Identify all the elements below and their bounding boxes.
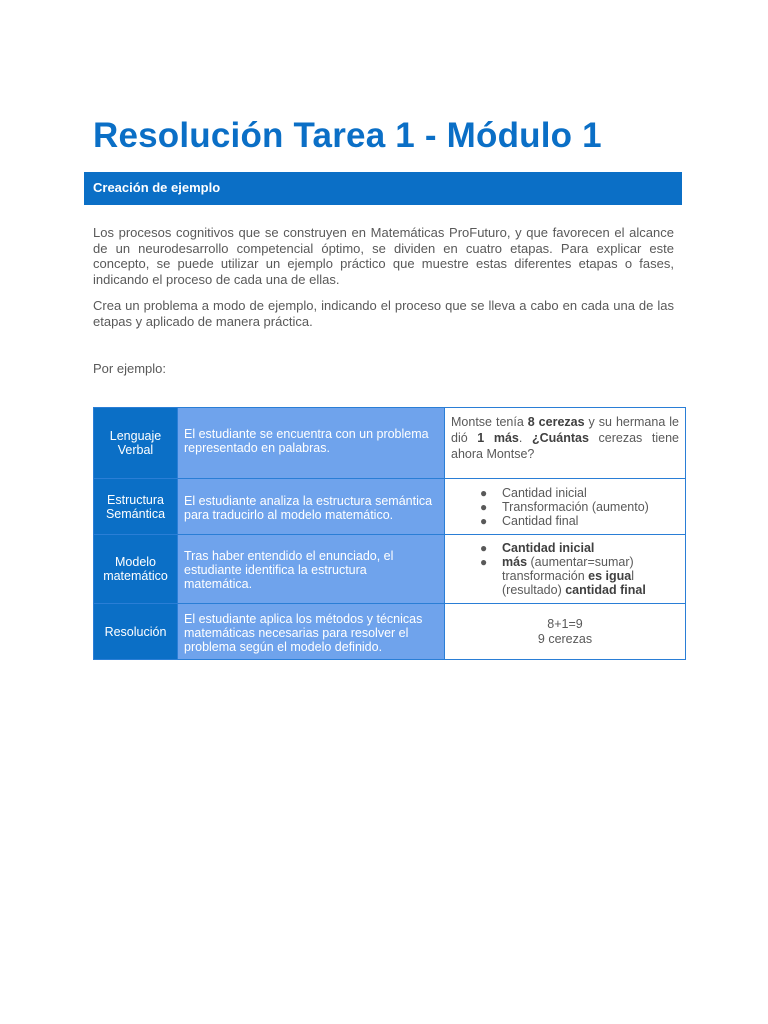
description-cell: Tras haber entendido el enunciado, el estudiante identifica la estructura matemática. bbox=[178, 535, 445, 604]
model-line: (resultado) cantidad final bbox=[502, 583, 646, 597]
table-row bbox=[94, 604, 686, 660]
description-cell: El estudiante aplica los métodos y técnicas matemáticas necesarias para resolver el problema según el modelo definido. bbox=[178, 604, 445, 660]
page-title: Resolución Tarea 1 - Módulo 1 bbox=[93, 116, 602, 155]
stage-cell: Lenguaje Verbal bbox=[94, 408, 178, 479]
list-item: ● Cantidad inicial bbox=[480, 485, 587, 500]
example-intro: Por ejemplo: bbox=[93, 361, 166, 376]
stages-table bbox=[93, 407, 686, 660]
equation: 8+1=9 bbox=[547, 616, 583, 631]
model-line: transformación es igual bbox=[502, 569, 635, 583]
example-cell: Montse tenía 8 cerezas y su hermana le dió 1 más. ¿Cuántas cerezas tiene ahora Montse? bbox=[445, 408, 686, 479]
section-header-label: Creación de ejemplo bbox=[93, 180, 221, 195]
bullet-icon: ● bbox=[480, 541, 488, 555]
stage-cell: Resolución bbox=[94, 604, 178, 660]
bullet-icon: ● bbox=[480, 513, 488, 528]
list-item: ● Transformación (aumento) bbox=[480, 499, 649, 514]
task-paragraph: Crea un problema a modo de ejemplo, indicando el proceso que se lleva a cabo en cada una de las etapas y aplicado de manera práctica. bbox=[93, 298, 674, 329]
example-cell bbox=[445, 604, 686, 660]
bullet-list bbox=[451, 486, 679, 528]
example-cell bbox=[445, 535, 686, 604]
list-item: ● más (aumentar=sumar) bbox=[480, 555, 634, 569]
bullet-icon: ● bbox=[480, 485, 488, 500]
section-header-bar bbox=[84, 172, 682, 205]
table-row bbox=[94, 535, 686, 604]
intro-paragraph: Los procesos cognitivos que se construyen en Matemáticas ProFuturo, y que favorecen el alcance de un neurodesarrollo competencial óptimo, se dividen en cuatro etapas. Para explicar este concepto, se puede utilizar un ejemplo práctico que muestre estas diferentes etapas o fases, indicando el proceso de cada una de ellas. bbox=[93, 225, 674, 287]
bullet-list bbox=[451, 541, 679, 569]
table-row bbox=[94, 479, 686, 535]
list-item: ● Cantidad final bbox=[480, 513, 579, 528]
example-cell bbox=[445, 479, 686, 535]
bullet-icon: ● bbox=[480, 499, 488, 514]
result: 9 cerezas bbox=[537, 631, 593, 646]
stage-cell: Estructura Semántica bbox=[94, 479, 178, 535]
description-cell: El estudiante se encuentra con un problema representado en palabras. bbox=[178, 408, 445, 479]
list-item: ● Cantidad inicial bbox=[480, 541, 595, 555]
description-cell: El estudiante analiza la estructura semántica para traducirlo al modelo matemático. bbox=[178, 479, 445, 535]
bullet-icon: ● bbox=[480, 555, 488, 569]
table-row bbox=[94, 408, 686, 479]
stage-cell: Modelo matemático bbox=[94, 535, 178, 604]
